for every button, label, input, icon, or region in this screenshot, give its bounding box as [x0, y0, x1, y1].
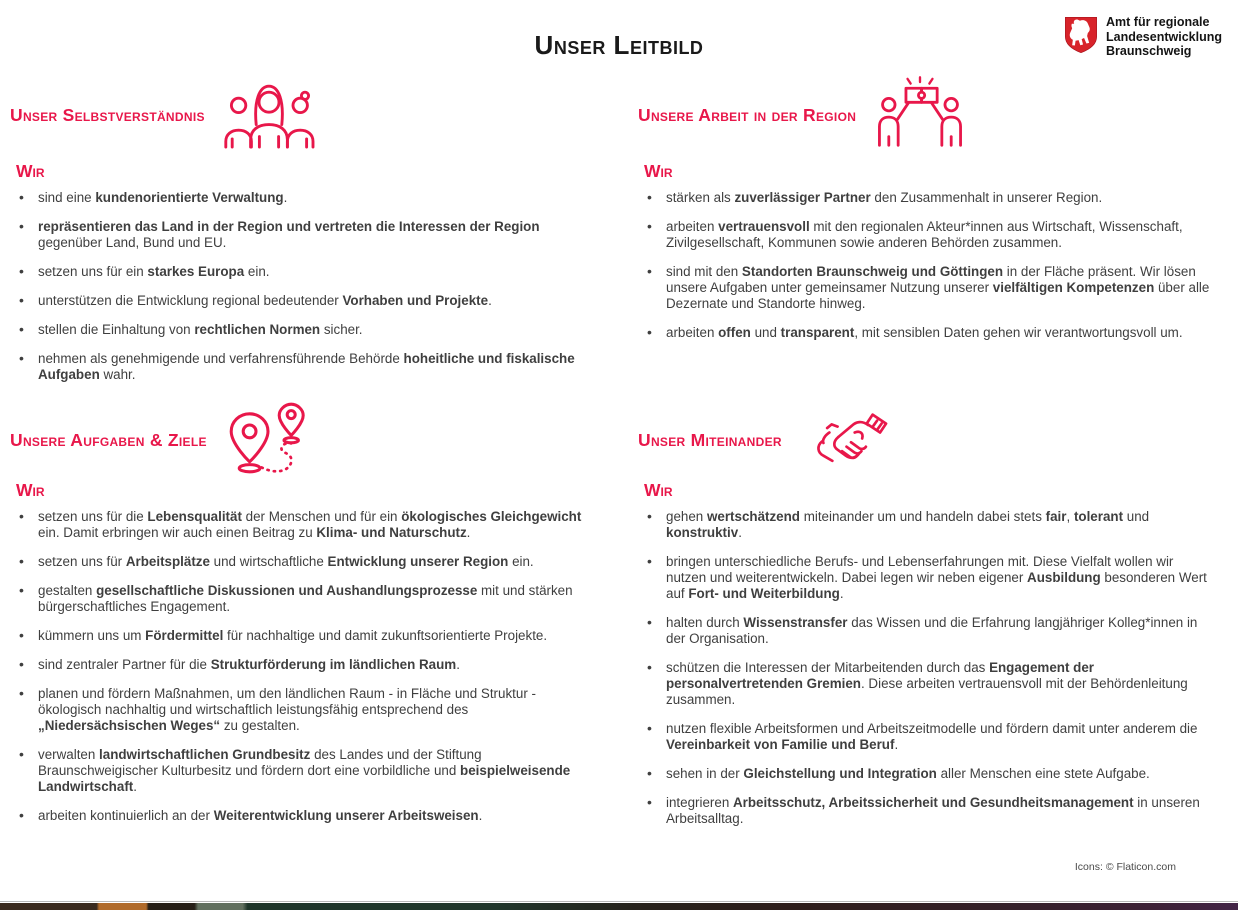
bullet-item: • nutzen flexible Arbeitsformen und Arbeitszeitmodelle und fördern damit unter anderem die Vereinbarkeit von Familie und Beruf. [638, 721, 1216, 753]
bullet-item: • schützen die Interessen der Mitarbeitenden durch das Engagement der personalvertretenden Gremien. Diese arbeiten vertrauensvoll mit der Behördenleitung zusammen. [638, 660, 1216, 708]
agency-name-line-2: Landesentwicklung [1106, 29, 1222, 44]
bullet-item: • setzen uns für Arbeitsplätze und wirtschaftliche Entwicklung unserer Region ein. [10, 554, 592, 570]
agency-name-line-1: Amt für regionale [1106, 15, 1210, 29]
handshake-icon [798, 407, 892, 473]
section-selbstverstaendnis [10, 75, 610, 396]
lead-wir: Wir [644, 161, 673, 181]
page-title: Unser Leitbild [534, 30, 704, 60]
bullet-list [10, 190, 592, 383]
bullet-item: • setzen uns für die Lebensqualität der Menschen und für ein ökologisches Gleichgewicht ein. Damit erbringen wir auch einen Beitrag zu Klima- und Naturschutz. [10, 509, 592, 541]
bullet-item: • stärken als zuverlässiger Partner den Zusammenhalt in unserer Region. [638, 190, 1216, 206]
footer-photo-stripe [0, 903, 1238, 910]
section-header [10, 400, 610, 480]
footer-divider-line [0, 901, 1238, 902]
lower-saxony-shield-icon [1064, 13, 1098, 57]
bullet-item: • sehen in der Gleichstellung und Integration aller Menschen eine stete Aufgabe. [638, 766, 1216, 782]
teamwork-puzzle-icon [872, 77, 968, 153]
section-heading: Unser Selbstverständnis [10, 104, 205, 125]
section-header [10, 75, 610, 155]
bullet-item: • repräsentieren das Land in der Region und vertreten die Interessen der Region gegenüber Land, Bund und EU. [10, 219, 592, 251]
lead-wir: Wir [16, 161, 45, 181]
section-header [638, 75, 1232, 155]
section-heading: Unsere Aufgaben & Ziele [10, 429, 207, 450]
bullet-item: • planen und fördern Maßnahmen, um den ländlichen Raum - in Fläche und Struktur - ökologisch nachhaltig und wirtschaftlich leistungsfähig entsprechend des „Niedersächsischen Weges“ zu gestalten. [10, 686, 592, 734]
bullet-item: • arbeiten kontinuierlich an der Weiterentwicklung unserer Arbeitsweisen. [10, 808, 592, 824]
bullet-item: • sind eine kundenorientierte Verwaltung. [10, 190, 592, 206]
bullet-list [638, 190, 1216, 341]
section-miteinander [638, 400, 1232, 840]
agency-logo [1064, 13, 1222, 59]
agency-name [1106, 13, 1222, 59]
bullet-item: • arbeiten offen und transparent, mit sensiblen Daten gehen wir verantwortungsvoll um. [638, 325, 1216, 341]
lead-wir: Wir [644, 480, 673, 500]
bullet-item: • sind zentraler Partner für die Strukturförderung im ländlichen Raum. [10, 657, 592, 673]
section-heading: Unser Miteinander [638, 429, 782, 450]
bullet-item: • unterstützen die Entwicklung regional bedeutender Vorhaben und Projekte. [10, 293, 592, 309]
bullet-item: • halten durch Wissenstransfer das Wissen und die Erfahrung langjähriger Kolleg*innen in der Organisation. [638, 615, 1216, 647]
bullet-item: • bringen unterschiedliche Berufs- und Lebenserfahrungen mit. Diese Vielfalt wollen wir nutzen und weiterentwickeln. Dabei legen wir neben eigener Ausbildung besonderen Wert auf Fort- und Weiterbildung. [638, 554, 1216, 602]
section-aufgaben-und-ziele [10, 400, 610, 837]
section-arbeit-in-der-region [638, 75, 1232, 354]
bullet-item: • verwalten landwirtschaftlichen Grundbesitz des Landes und der Stiftung Braunschweigischer Kulturbesitz und fördern dort eine vorbildliche und beispielweisende Landwirtschaft. [10, 747, 592, 795]
bullet-item: • kümmern uns um Fördermittel für nachhaltige und damit zukunftsorientierte Projekte. [10, 628, 592, 644]
icons-credit: Icons: © Flaticon.com [1074, 861, 1176, 873]
bullet-item: • setzen uns für ein starkes Europa ein. [10, 264, 592, 280]
lead-wir: Wir [16, 480, 45, 500]
route-pins-icon [223, 401, 313, 479]
bullet-item: • gestalten gesellschaftliche Diskussionen und Aushandlungsprozesse mit und stärken bürgerschaftliches Engagement. [10, 583, 592, 615]
bullet-item: • sind mit den Standorten Braunschweig und Göttingen in der Fläche präsent. Wir lösen unsere Aufgaben unter gemeinsamer Nutzung unserer vielfältigen Kompetenzen über alle Dezernate und Standorte hinweg. [638, 264, 1216, 312]
bullet-item: • gehen wertschätzend miteinander um und handeln dabei stets fair, tolerant und konstruktiv. [638, 509, 1216, 541]
agency-name-line-3: Braunschweig [1106, 44, 1192, 58]
section-header [638, 400, 1232, 480]
bullet-item: • nehmen als genehmigende und verfahrensführende Behörde hoheitliche und fiskalische Aufgaben wahr. [10, 351, 592, 383]
bullet-item: • arbeiten vertrauensvoll mit den regionalen Akteur*innen aus Wirtschaft, Wissenschaft, Zivilgesellschaft, Kommunen sowie anderen Behörden zusammen. [638, 219, 1216, 251]
section-heading: Unsere Arbeit in der Region [638, 104, 857, 125]
people-group-icon [221, 75, 317, 155]
bullet-item: • integrieren Arbeitsschutz, Arbeitssicherheit und Gesundheitsmanagement in unseren Arbeitsalltag. [638, 795, 1216, 827]
bullet-list [638, 509, 1216, 827]
bullet-list [10, 509, 592, 824]
bullet-item: • stellen die Einhaltung von rechtlichen Normen sicher. [10, 322, 592, 338]
